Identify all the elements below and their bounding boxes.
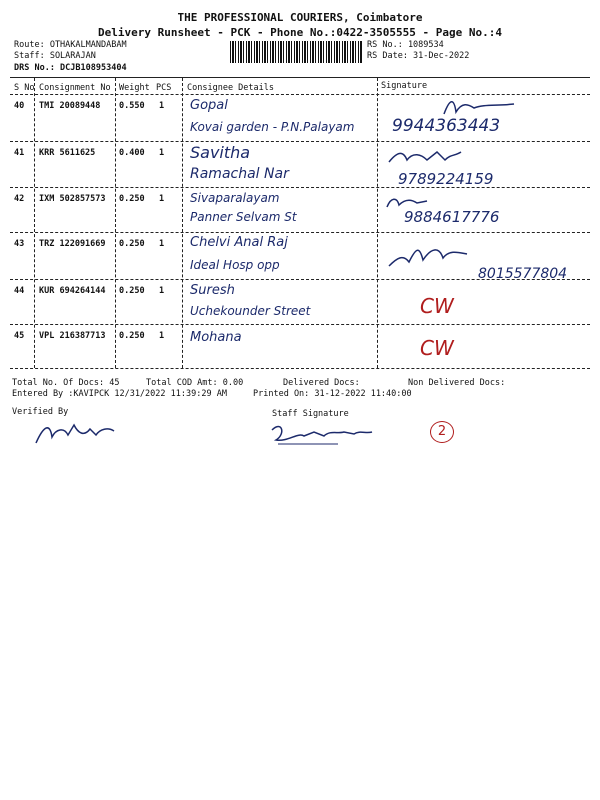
row-weight: 0.250 [119, 194, 145, 204]
route-label: Route: OTHAKALMANDABAM [14, 40, 127, 50]
rs-number: RS No.: 1089534 [367, 40, 444, 50]
row-separator [10, 324, 590, 325]
consignee-name: Gopal [190, 98, 228, 113]
row-consignment: KRR 5611625 [39, 148, 96, 158]
col-sno: S No [14, 83, 35, 93]
signature-phone: 8015577804 [478, 266, 568, 282]
row-sno: 44 [14, 286, 25, 296]
total-cod: Total COD Amt: 0.00 [146, 378, 244, 388]
row-consignment: VPL 216387713 [39, 331, 106, 341]
staff-label: Staff: SOLARAJAN [14, 51, 96, 61]
row-separator [10, 232, 590, 233]
signature-status: CW [420, 336, 454, 360]
consignee-address: Panner Selvam St [190, 210, 297, 224]
signature-scribble [440, 96, 520, 118]
runsheet-title: Delivery Runsheet - PCK - Phone No.:0422-3505555 - Page No.:4 [98, 26, 502, 39]
signature-scribble [385, 146, 465, 168]
drs-number: DRS No.: DCJB108953404 [14, 63, 127, 73]
signature-phone: 9944363443 [392, 116, 501, 136]
table-header-line [10, 94, 590, 95]
rs-date: RS Date: 31-Dec-2022 [367, 51, 470, 61]
consignee-name: Suresh [190, 283, 235, 298]
table-bottom-line [10, 368, 590, 369]
row-pcs: 1 [159, 239, 165, 249]
col-consignment: Consignment No [39, 83, 111, 93]
consignee-address: Uchekounder Street [190, 304, 311, 318]
verified-by-label: Verified By [12, 407, 69, 417]
row-sno: 42 [14, 194, 25, 204]
row-pcs: 1 [159, 331, 165, 341]
row-consignment: TRZ 122091669 [39, 239, 106, 249]
row-pcs: 1 [159, 286, 165, 296]
consignee-name: Sivaparalayam [190, 191, 280, 205]
row-pcs: 1 [159, 148, 165, 158]
row-weight: 0.250 [119, 286, 145, 296]
row-weight: 0.250 [119, 331, 145, 341]
row-consignment: IXM 502857573 [39, 194, 106, 204]
signature-status: CW [420, 294, 454, 318]
signature-phone: 9884617776 [404, 208, 500, 226]
row-pcs: 1 [159, 194, 165, 204]
row-sno: 43 [14, 239, 25, 249]
signature-phone: 9789224159 [398, 170, 494, 188]
row-weight: 0.250 [119, 239, 145, 249]
delivered-docs: Delivered Docs: [283, 378, 360, 388]
row-weight: 0.550 [119, 101, 145, 111]
row-consignment: KUR 694264144 [39, 286, 106, 296]
col-pcs: PCS [156, 83, 172, 93]
consignee-address: Kovai garden - P.N.Palayam [190, 120, 355, 134]
col-consignee: Consignee Details [187, 83, 274, 93]
consignee-address: Ramachal Nar [190, 166, 289, 182]
signature-scribble [383, 240, 473, 274]
row-separator [10, 141, 590, 142]
company-title: THE PROFESSIONAL COURIERS, Coimbatore [177, 11, 423, 24]
row-separator [10, 187, 590, 188]
row-pcs: 1 [159, 101, 165, 111]
consignee-name: Chelvi Anal Raj [190, 235, 288, 250]
row-sno: 41 [14, 148, 25, 158]
consignee-name: Mohana [190, 330, 242, 345]
total-docs: Total No. Of Docs: 45 [12, 378, 120, 388]
entered-by: Entered By :KAVIPCK 12/31/2022 11:39:29 AM [12, 389, 227, 399]
circled-number: 2 [430, 421, 454, 443]
row-separator [10, 279, 590, 280]
signature-scribble [383, 193, 433, 211]
row-consignment: TMI 20089448 [39, 101, 101, 111]
table-top-line [10, 77, 590, 78]
staff-signature [268, 420, 378, 446]
row-weight: 0.400 [119, 148, 145, 158]
row-sno: 40 [14, 101, 25, 111]
col-weight: Weight [119, 83, 150, 93]
row-sno: 45 [14, 331, 25, 341]
consignee-address: Ideal Hosp opp [190, 258, 280, 272]
non-delivered-docs: Non Delivered Docs: [408, 378, 506, 388]
col-signature: Signature [381, 81, 428, 91]
barcode [230, 41, 362, 63]
consignee-name: Savitha [190, 143, 251, 162]
printed-on: Printed On: 31-12-2022 11:40:00 [253, 389, 412, 399]
staff-signature-label: Staff Signature [272, 409, 349, 419]
verified-signature [30, 415, 120, 447]
